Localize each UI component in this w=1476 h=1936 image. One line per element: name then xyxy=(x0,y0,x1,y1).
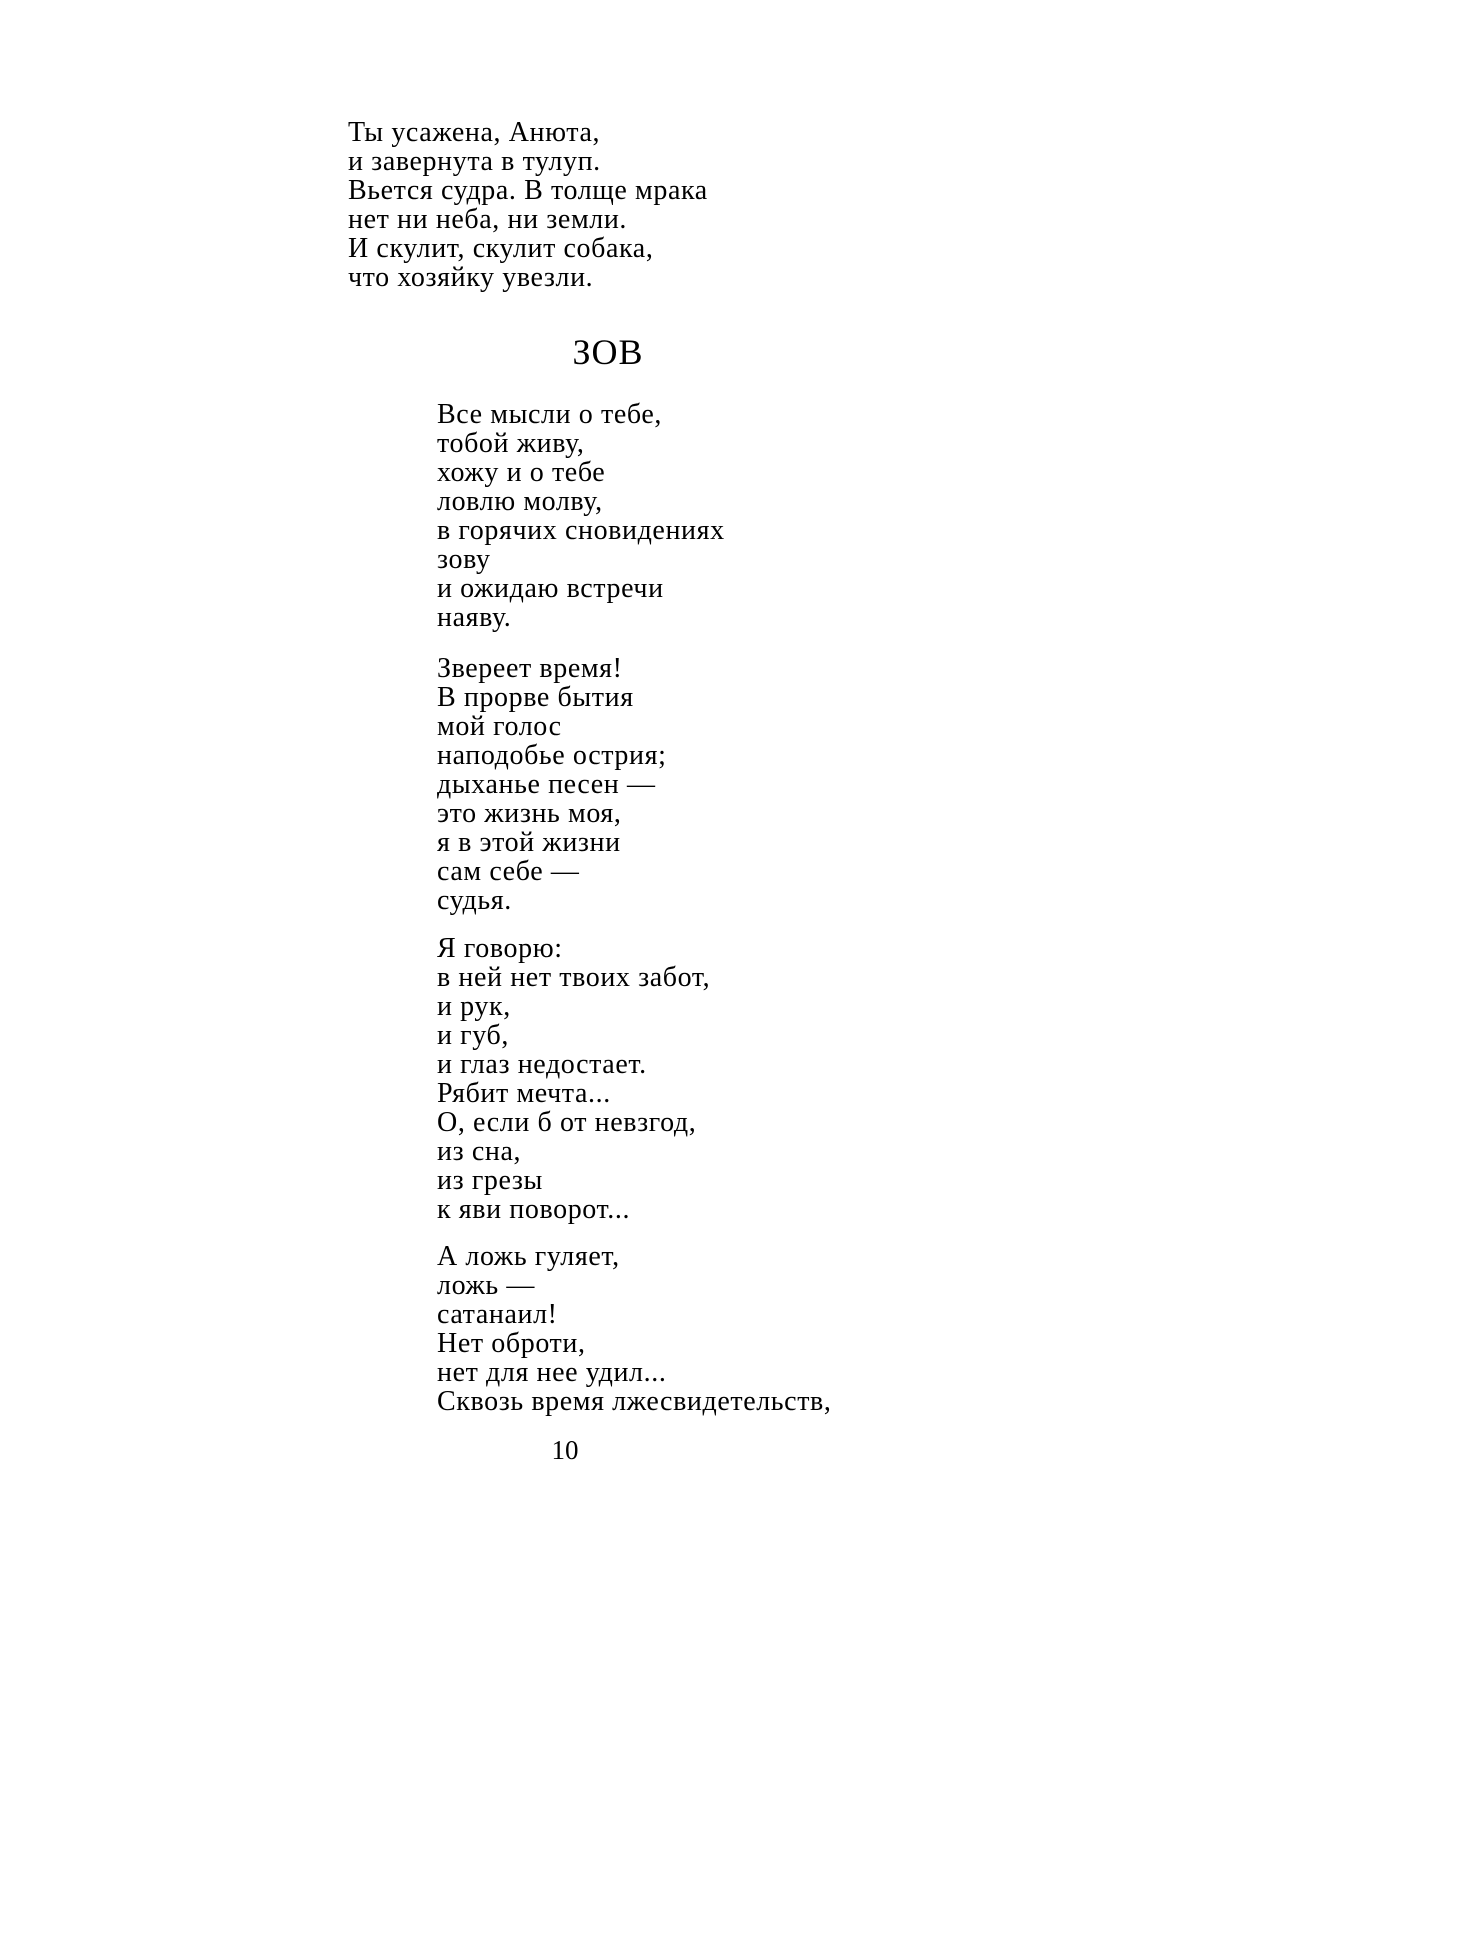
verse-line: из грезы xyxy=(437,1165,543,1196)
verse-line: тобой живу, xyxy=(437,428,585,459)
verse-line: к яви поворот... xyxy=(437,1194,631,1225)
verse-line: сатанаил! xyxy=(437,1299,558,1330)
verse-line: ловлю молву, xyxy=(437,486,603,517)
verse-line: Ты усажена, Анюта, xyxy=(348,117,601,148)
verse-line: и ожидаю встречи xyxy=(437,573,664,604)
verse-line: и глаз недостает. xyxy=(437,1049,647,1080)
verse-line: зову xyxy=(437,544,491,575)
verse-line: и губ, xyxy=(437,1020,509,1051)
verse-line: Звереет время! xyxy=(437,653,623,684)
verse-line: Я говорю: xyxy=(437,933,563,964)
verse-line: В прорве бытия xyxy=(437,682,634,713)
verse-line: нет ни неба, ни земли. xyxy=(348,204,628,235)
verse-line: нет для нее удил... xyxy=(437,1357,667,1388)
verse-line: мой голос xyxy=(437,711,562,742)
verse-line: это жизнь моя, xyxy=(437,798,622,829)
verse-line: И скулит, скулит собака, xyxy=(348,233,654,264)
verse-line: сам себе — xyxy=(437,856,580,887)
poem-title: ЗОВ xyxy=(572,332,644,372)
verse-line: в горячих сновидениях xyxy=(437,515,725,546)
verse-line: что хозяйку увезли. xyxy=(348,262,594,293)
verse-line: в ней нет твоих забот, xyxy=(437,962,711,993)
verse-line: А ложь гуляет, xyxy=(437,1241,620,1272)
previous-poem-stanza xyxy=(348,118,708,292)
verse-line: хожу и о тебе xyxy=(437,457,606,488)
verse-line: Все мысли о тебе, xyxy=(437,399,662,430)
verse-line: судья. xyxy=(437,885,512,916)
poem-stanza-1 xyxy=(437,400,725,632)
verse-line: я в этой жизни xyxy=(437,827,621,858)
verse-line: наяву. xyxy=(437,602,512,633)
verse-line: и завернута в тулуп. xyxy=(348,146,601,177)
poem-stanza-3 xyxy=(437,934,710,1224)
poem-stanza-4 xyxy=(437,1242,831,1416)
verse-line: Вьется судра. В толще мрака xyxy=(348,175,708,206)
verse-line: Рябит мечта... xyxy=(437,1078,611,1109)
verse-line: Нет оброти, xyxy=(437,1328,586,1359)
verse-line: О, если б от невзгод, xyxy=(437,1107,697,1138)
verse-line: ложь — xyxy=(437,1270,535,1301)
verse-line: и рук, xyxy=(437,991,511,1022)
verse-line: наподобье острия; xyxy=(437,740,667,771)
verse-line: из сна, xyxy=(437,1136,522,1167)
verse-line: дыханье песен — xyxy=(437,769,656,800)
poem-stanza-2 xyxy=(437,654,666,915)
page-number: 10 xyxy=(551,1435,579,1465)
verse-line: Сквозь время лжесвидетельств, xyxy=(437,1386,832,1417)
